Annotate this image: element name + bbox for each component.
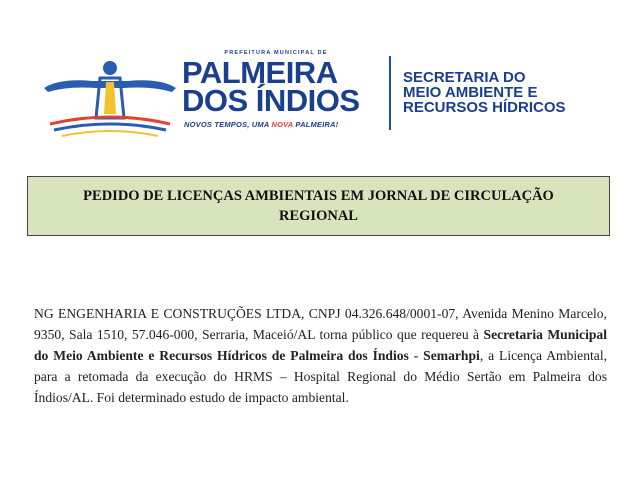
- body-text-part2: , a Licença Ambiental, para a retomada da execução do HRMS – Hospital Regional do Médio Sertão em Palmeira dos Índios/AL. Foi determinado estudo de impacto ambiental.: [34, 348, 607, 405]
- secretaria-line3: RECURSOS HÍDRICOS: [403, 99, 566, 116]
- secretaria-title: [403, 70, 623, 115]
- slogan-end: PALMEIRA!: [293, 120, 339, 129]
- city-name-line2: DOS ÍNDIOS: [182, 83, 360, 118]
- notice-title: PEDIDO DE LICENÇAS AMBIENTAIS EM JORNAL DE CIRCULAÇÃO REGIONAL: [83, 188, 554, 224]
- slogan-nova: NOVA: [271, 120, 294, 129]
- christ-statue-logo-icon: [40, 48, 180, 138]
- secretaria-line1: SECRETARIA DO: [403, 69, 526, 86]
- notice-body: [34, 303, 607, 408]
- document-header: [0, 40, 640, 140]
- prefeitura-label: PREFEITURA MUNICIPAL DE: [224, 50, 328, 56]
- notice-title-box: [27, 176, 610, 236]
- secretaria-line2: MEIO AMBIENTE E: [403, 84, 538, 101]
- header-divider: [389, 56, 391, 130]
- city-name-line1: PALMEIRA: [182, 55, 338, 90]
- slogan-main: NOVOS TEMPOS, UMA: [184, 120, 272, 129]
- slogan: [184, 120, 384, 129]
- body-text-part1: NG ENGENHARIA E CONSTRUÇÕES LTDA, CNPJ 04.326.648/0001-07, Avenida Menino Marcelo, 9350, Sala 1510, 57.046-000, Serraria, Maceió/AL torna público que requereu à: [34, 306, 607, 342]
- body-text-bold: Secretaria Municipal do Meio Ambiente e Recursos Hídricos de Palmeira dos Índios - Semarhpi: [34, 327, 607, 363]
